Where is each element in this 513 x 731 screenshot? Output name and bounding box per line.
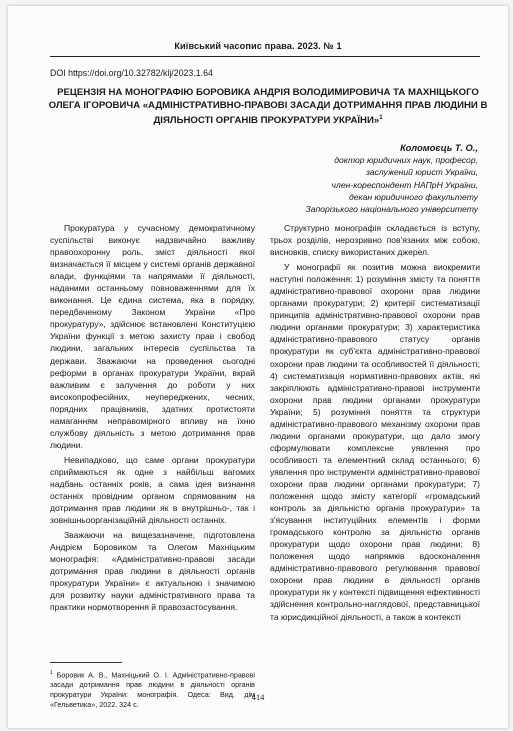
body-column-right	[270, 222, 480, 626]
author-credential: доктор юридичних наук, професор,	[334, 155, 478, 166]
header-rule	[50, 56, 480, 57]
title-text: РЕЦЕНЗІЯ НА МОНОГРАФІЮ БОРОВИКА АНДРІЯ ВОЛОДИМИРОВИЧА ТА МАХНІЦЬКОГО ОЛЕГА ІГОРОВИЧА «АДМІНІСТРАТИВНО-ПРАВОВІ ЗАСАДИ ДОТРИМАННЯ ПРАВ ЛЮДИНИ В ДІЯЛЬНОСТІ ОРГАНІВ ПРОКУРАТУРИ УКРАЇНИ»	[48, 87, 488, 127]
author-credential: декан юридичного факультету	[349, 191, 478, 202]
author-name: Коломоєць Т. О.,	[400, 142, 478, 153]
author-credential: член-кореспондент НАПрН України,	[331, 179, 478, 190]
body-paragraph: Невипадково, що саме органи прокуратури сприймаються як одне з найбільш вагомих надбань останніх років, а сама ідея визнання останніх провідним органом спрямованим на дотримання прав людини як в внутрішньо-, так і зовнішньоорганізаційній діяльності останніх.	[50, 454, 255, 526]
author-block	[306, 142, 479, 215]
footnote-mark: 1	[50, 670, 53, 676]
footnote-text: Боровик А. В., Махніцький О. І. Адміністративно-правові засади дотримання прав людини в діяльності органів прокуратури України: монографія. Одеса: Вид. дім «Гельветика», 2022. 324 с.	[50, 670, 255, 710]
body-paragraph: Структурно монографія складається із вступу, трьох розділів, нерозривно пов'язаних між собою, висновків, списку використаних джерел.	[270, 223, 480, 258]
body-paragraph: Зважаючи на вищезазначене, підготовлена Андрієм Боровиком та Олегом Махніцьким монографія: «Адміністративно-правові засади дотримання прав людини в діяльності органів прокуратури України» є актуальною і значимою для розвитку науки адміністративного права та практики нормотворення й правозастосування.	[50, 530, 255, 613]
title-footnote-mark: 1	[379, 115, 383, 121]
page-number: 414	[251, 692, 265, 702]
document-page	[8, 6, 508, 728]
footnote	[50, 668, 255, 710]
body-column-left	[50, 222, 255, 617]
doi-line: DOI https://doi.org/10.32782/klj/2023.1.64	[50, 68, 213, 78]
body-paragraph: Прокуратура у сучасному демократичному суспільстві виконує надзвичайно важливу правоохоронну роль, зміст діяльності якої визначається її місцем у системі органів державної влади, функціями та напрямами її діяльності, наданими останньому повноваженнями для їх виконання. Це єдина система, яка в порядку, передбаченому Законом України «Про прокуратуру», здійснює встановлені Конституцією України функції з метою захисту прав і свобод людини, загальних інтересів суспільства та держави. Зважаючи на проведення сьогодні реформи в органах прокуратури України, вкрай важливим є залучення до роботи у них високопрофесійних, неупереджених, чесних, порядних працівників, здатних протистояти намаганням неправомірного впливу на їхню службову діяльність з метою дотримання прав людини.	[50, 223, 255, 450]
article-title	[42, 86, 494, 127]
author-credential: Запорізького національного університету	[305, 204, 478, 215]
journal-running-head: Київський часопис права. 2023. № 1	[174, 41, 342, 51]
body-paragraph: У монографії як позитив можна виокремити наступні положення: 1) розуміння змісту та поняття адміністративно-правової охорони прав людини органами прокуратури; 2) критерії систематизації принципів адміністративно-правової охорони прав людини органами прокуратури; 3) характеристика адміністративно-правового статусу органів прокуратури як суб'єкта адміністративно-правової охорони прав людини та особливостей її діяльності; 4) систематизація нормативно-правових актів, які закріплюють адміністративно-правові інструменти охорони прав людини органами прокуратури України; 5) розуміння поняття та структури адміністративно-правового механізму охорони прав людини органами прокуратури, що дало змогу сформулювати комплексне уявлення про особливості та елементний склад останнього; 6) уявлення про інструменти адміністративно-правової охорони прав людини органами прокуратури; 7) положення щодо змісту категорії «громадський контроль за діяльністю органів прокуратури» та з'ясування інституційних елементів і форми громадського контролю за діяльністю органів прокуратури щодо охорони прав людини; 8) положення щодо напрямків вдосконалення адміністративно-правового регулювання правової охорони прав людини в діяльності органів прокуратури як у контексті підвищення ефективності здійснення контрольно-наглядової, представницької та юрисдикційної діяльності, а також в контексті	[270, 262, 480, 622]
author-credential: заслужений юрист України,	[365, 167, 478, 178]
footnote-rule	[50, 662, 122, 663]
